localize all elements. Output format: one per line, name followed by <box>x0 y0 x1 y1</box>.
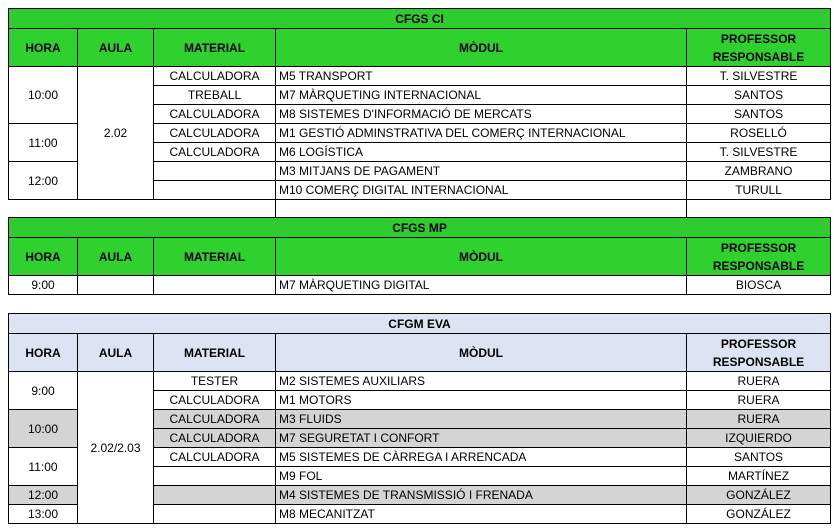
modul-cell: M7 MÀRQUETING DIGITAL <box>276 276 687 295</box>
modul-cell: M6 LOGÍSTICA <box>276 143 687 162</box>
hour-cell: 11:00 <box>9 448 78 486</box>
hora-header: HORA <box>9 29 78 67</box>
modul-cell: M8 SISTEMES D'INFORMACIÓ DE MERCATS <box>276 105 687 124</box>
hour-cell: 9:00 <box>9 276 78 295</box>
professor-cell: T. SILVESTRE <box>687 67 831 86</box>
material-cell: TESTER <box>154 372 276 391</box>
cfgs-mp-table <box>8 217 830 295</box>
material-cell <box>154 162 276 181</box>
material-cell <box>154 467 276 486</box>
professor-cell: ZAMBRANO <box>687 162 831 181</box>
professor-cell: MARTÍNEZ <box>687 467 831 486</box>
professor-cell: T. SILVESTRE <box>687 143 831 162</box>
modul-cell: M7 MÀRQUETING INTERNACIONAL <box>276 86 687 105</box>
hour-cell: 11:00 <box>9 124 78 162</box>
professor-cell: ROSELLÓ <box>687 124 831 143</box>
material-cell: CALCULADORA <box>154 429 276 448</box>
aula-header: AULA <box>78 29 154 67</box>
professor-cell: RUERA <box>687 372 831 391</box>
modul-cell: M4 SISTEMES DE TRANSMISSIÓ I FRENADA <box>276 486 687 505</box>
material-cell <box>154 181 276 200</box>
modul-cell: M5 SISTEMES DE CÀRREGA I ARRENCADA <box>276 448 687 467</box>
professor-cell: TURULL <box>687 181 831 200</box>
material-cell: CALCULADORA <box>154 143 276 162</box>
material-header: MATERIAL <box>154 29 276 67</box>
material-cell: CALCULADORA <box>154 391 276 410</box>
section-title: CFGS MP <box>9 218 831 238</box>
professor-cell: SANTOS <box>687 105 831 124</box>
material-header: MATERIAL <box>154 334 276 372</box>
modul-cell: M7 SEGURETAT I CONFORT <box>276 429 687 448</box>
hour-cell: 10:00 <box>9 67 78 124</box>
modul-cell: M2 SISTEMES AUXILIARS <box>276 372 687 391</box>
material-cell: CALCULADORA <box>154 448 276 467</box>
cfgm-eva-table <box>8 313 830 524</box>
aula-cell: 2.02 <box>78 67 154 200</box>
professor-header: PROFESSOR RESPONSABLE <box>687 334 831 372</box>
hora-header: HORA <box>9 238 78 276</box>
modul-cell: M1 MOTORS <box>276 391 687 410</box>
material-cell: CALCULADORA <box>154 105 276 124</box>
material-cell <box>154 505 276 524</box>
professor-cell: IZQUIERDO <box>687 429 831 448</box>
modul-cell: M3 FLUIDS <box>276 410 687 429</box>
professor-cell: GONZÁLEZ <box>687 486 831 505</box>
modul-cell: M10 COMERÇ DIGITAL INTERNACIONAL <box>276 181 687 200</box>
hour-cell: 10:00 <box>9 410 78 448</box>
section-title: CFGM EVA <box>9 314 831 334</box>
material-cell: CALCULADORA <box>154 124 276 143</box>
material-cell: CALCULADORA <box>154 67 276 86</box>
modul-cell: M9 FOL <box>276 467 687 486</box>
professor-cell: GONZÁLEZ <box>687 505 831 524</box>
aula-header: AULA <box>78 238 154 276</box>
material-cell: CALCULADORA <box>154 410 276 429</box>
modul-header: MÒDUL <box>276 238 687 276</box>
hour-cell: 13:00 <box>9 505 78 524</box>
modul-header: MÒDUL <box>276 29 687 67</box>
modul-cell: M5 TRANSPORT <box>276 67 687 86</box>
professor-cell: BIOSCA <box>687 276 831 295</box>
material-cell <box>154 486 276 505</box>
aula-cell <box>78 276 154 295</box>
professor-header: PROFESSOR RESPONSABLE <box>687 238 831 276</box>
professor-header: PROFESSOR RESPONSABLE <box>687 29 831 67</box>
section-title: CFGS CI <box>9 9 831 29</box>
professor-cell: RUERA <box>687 410 831 429</box>
modul-cell: M8 MECANITZAT <box>276 505 687 524</box>
hora-header: HORA <box>9 334 78 372</box>
hour-cell: 12:00 <box>9 162 78 200</box>
material-header: MATERIAL <box>154 238 276 276</box>
hour-cell: 9:00 <box>9 372 78 410</box>
cfgs-ci-table <box>8 8 830 217</box>
aula-header: AULA <box>78 334 154 372</box>
material-cell <box>154 276 276 295</box>
professor-cell: RUERA <box>687 391 831 410</box>
material-cell: TREBALL <box>154 86 276 105</box>
professor-cell: SANTOS <box>687 86 831 105</box>
modul-header: MÒDUL <box>276 334 687 372</box>
modul-cell: M3 MITJANS DE PAGAMENT <box>276 162 687 181</box>
modul-cell: M1 GESTIÓ ADMINSTRATIVA DEL COMERÇ INTERNACIONAL <box>276 124 687 143</box>
aula-cell: 2.02/2.03 <box>78 372 154 524</box>
professor-cell: SANTOS <box>687 448 831 467</box>
hour-cell: 12:00 <box>9 486 78 505</box>
